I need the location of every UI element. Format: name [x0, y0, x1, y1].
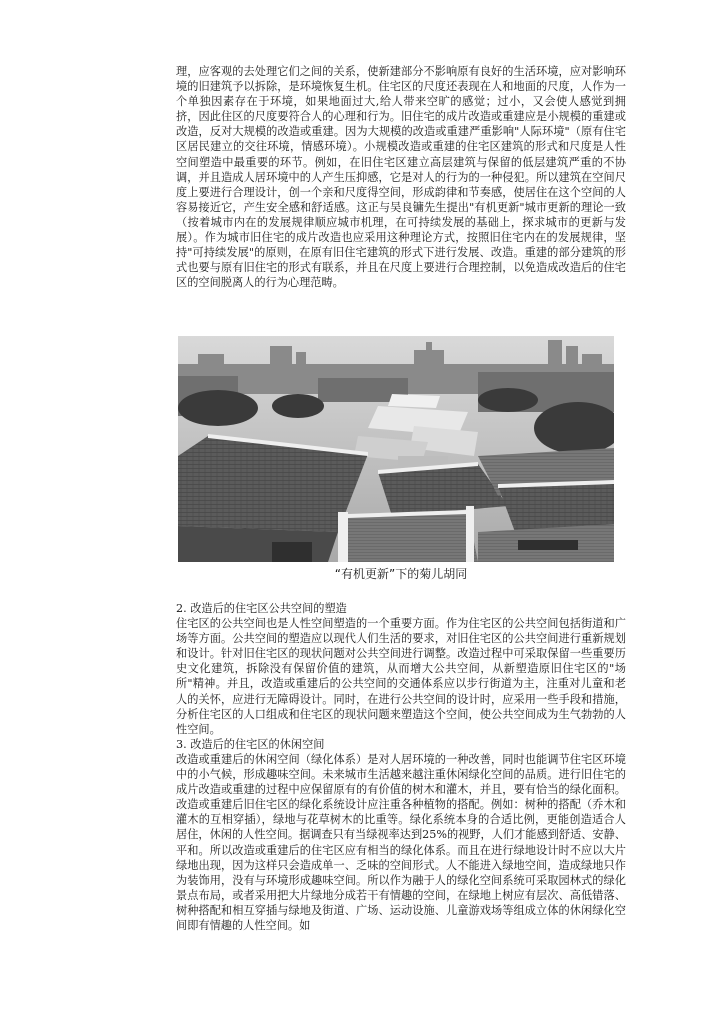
- figure-caption: “有机更新”下的菊儿胡同: [334, 567, 468, 581]
- paragraph-text: 住宅区的公共空间也是人性空间塑造的一个重要方面。作为住宅区的公共空间包括街道和广场等方面。公共空间的塑造应以现代人们生活的要求，对旧住宅区的公共空间进行重新规划和设计。针对旧住宅区的现状问题对公共空间进行调整。改造过程中可采取保留一些重要历史文化建筑，拆除没有保留价值的建筑，从而增大公共空间，从新塑造原旧住宅区的"场所"精神。并且，改造或重建后的公共空间的交通体系应以步行街道为主，注重对儿童和老人的关怀，应进行无障碍设计。同时，在进行公共空间的设计时，应采用一些手段和措施，分析住宅区的人口组成和住宅区的现状问题来塑造这个空间，使公共空间成为生气勃勃的人性空间。: [176, 617, 626, 736]
- paragraph-text: 改造或重建后的休闲空间（绿化体系）是对人居环境的一种改善，同时也能调节住宅区环境中的小气候，形成趣味空间。未来城市生活越来越注重休闲绿化空间的品质。进行旧住宅的成片改造或重建的过程中应保留原有的有价值的树木和灌木，并且，要有恰当的绿化面积。改造或重建后旧住宅区的绿化系统设计应注重各种植物的搭配。例如：树种的搭配（乔木和灌木的互相穿插），绿地与花草树木的比重等。绿化系统本身的合适比例，更能创造适合人居住，休闲的人性空间。据调查只有当绿视率达到25%的视野，人们才能感到舒适、安静、平和。所以改造或重建后的住宅区应有相当的绿化体系。而且在进行绿地设计时不应以大片绿地出现，因为这样只会造成单一、乏味的空间形式。人不能进入绿地空间，造成绿地只作为装饰用，没有与环境形成趣味空间。所以作为融于人的绿化空间系统可采取园林式的绿化景点布局，或者采用把大片绿地分成若干有情趣的空间，在绿地上树应有层次、高低错落、树种搭配和相互穿插与绿地及街道、广场、运动设施、儿童游戏场等组成立体的休闲绿化空间即有情趣的人性空间。如: [176, 752, 626, 932]
- paragraph-text: 理，应客观的去处理它们之间的关系，使新建部分不影响原有良好的生活环境，应对影响环境的旧建筑予以拆除，是环境恢复生机。住宅区的尺度还表现在人和地面的尺度，人作为一个单独因素存在于环境，如果地面过大,给人带来空旷的感觉；过小，又会使人感觉到拥挤，因此住区的尺度要符合人的心理和行为。旧住宅的成片改造或重建应是小规模的重建或改造，反对大规模的改造或重建。因为大规模的改造或重建严重影响"人际环境"（原有住宅区居民建立的交往环境，情感环境）。小规模改造或重建的住宅区建筑的形式和尺度是人性空间塑造中最重要的环节。例如，在旧住宅区建立高层建筑与保留的低层建筑严重的不协调，并且造成人居环境中的人产生压抑感，它是对人的行为的一种侵犯。所以建筑在空间尺度上要进行合理设计，创一个亲和尺度得空间，形成韵律和节奏感，使居住在这个空间的人容易接近它，产生安全感和舒适感。这正与吴良镛先生提出"有机更新"城市更新的理论一致（按着城市内在的发展规律顺应城市机理，在可持续发展的基础上，探求城市的更新与发展）。作为城市旧住宅的成片改造也应采用这种理论方式，按照旧住宅内在的发展规律，坚持"可持续发展"的原则，在原有旧住宅建筑的形式下进行发展、改造。重建的部分建筑的形式也要与原有旧住宅的形式有联系，并且在尺度上要进行合理控制，以免造成改造后的住宅区的空间脱离人的行为心理范畴。: [176, 65, 626, 290]
- photo-juer-hutong: [178, 336, 614, 562]
- section-heading-leisure-space: 3. 改造后的住宅区的休闲空间: [176, 737, 325, 751]
- section-body: [176, 601, 626, 933]
- body-paragraph: [176, 64, 626, 290]
- section-heading-public-space: 2. 改造后的住宅区公共空间的塑造: [176, 602, 347, 615]
